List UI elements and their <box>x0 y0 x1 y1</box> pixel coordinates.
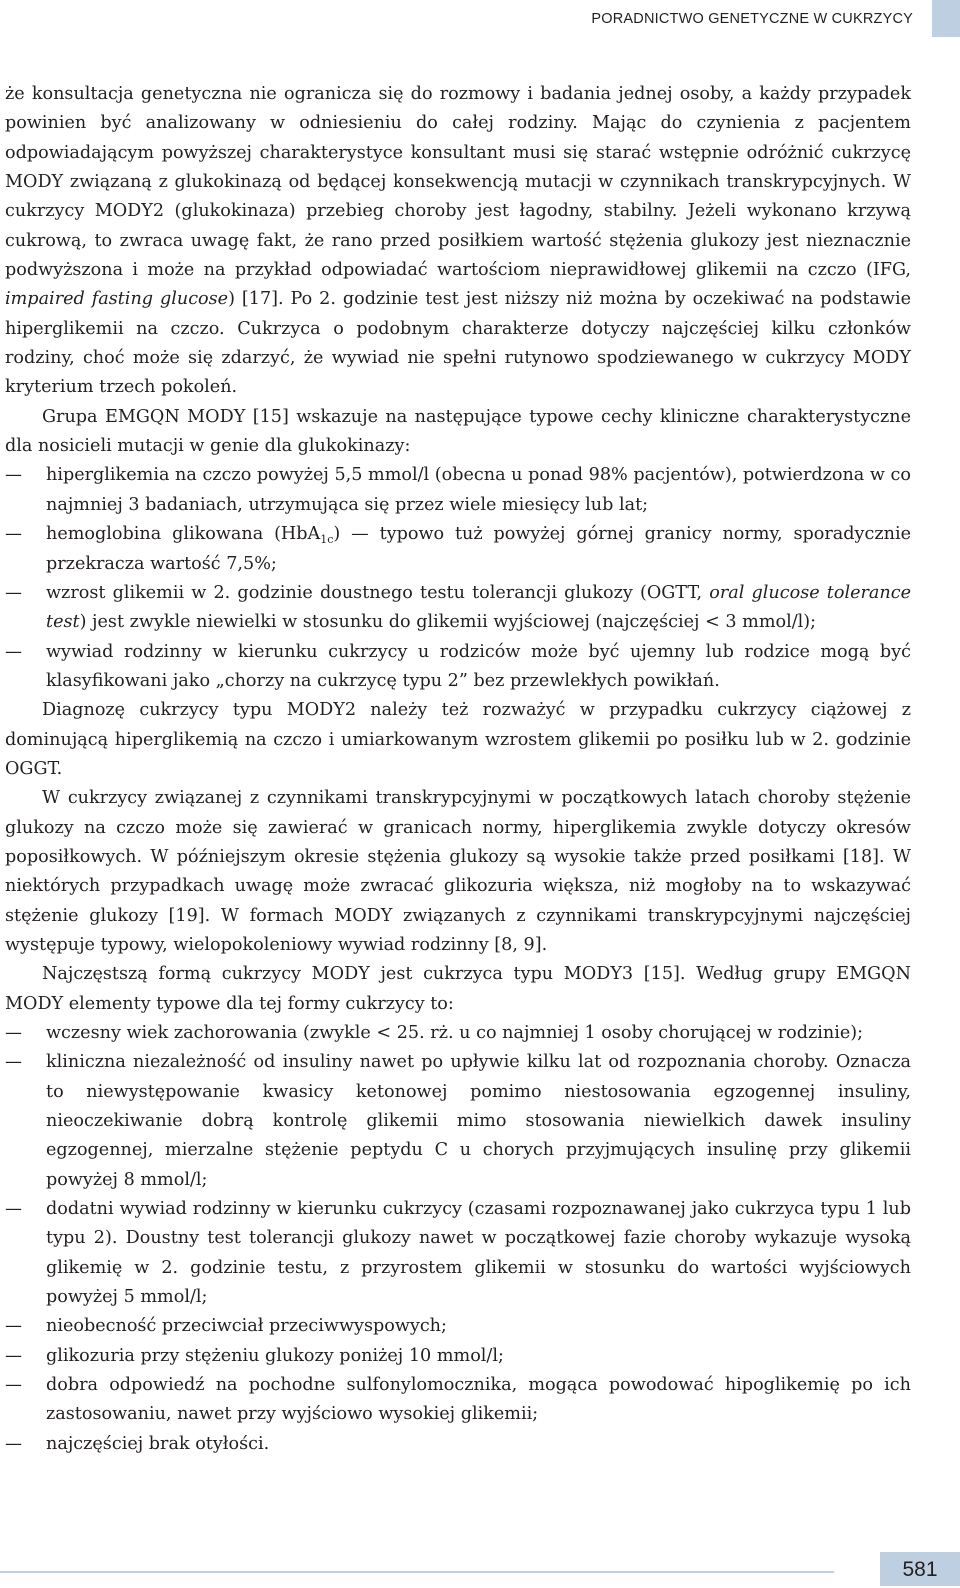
list-item: — dobra odpowiedź na pochodne sulfonylomocznika, mogąca powodować hipoglikemię po ich zastosowaniu, nawet przy wyjściowo wysokiej glikemii; <box>5 1371 911 1430</box>
dash-bullet: — <box>5 1375 22 1396</box>
list-item: — kliniczna niezależność od insuliny nawet po upływie kilku lat od rozpoznania choroby. Oznacza to niewystępowanie kwasicy ketonowej pomimo niestosowania egzogennej insuliny, nieoczekiwanie dobrą kontrolę glikemii mimo stosowania niewielkich dawek insuliny egzogennej, mierzalne stężenie peptydu C u chorych przyjmujących insulinę przy glikemii powyżej 8 mmol/l; <box>5 1048 911 1195</box>
dash-bullet: — <box>5 1052 22 1073</box>
running-header: PORADNICTWO GENETYCZNE W CUKRZYCY <box>591 11 913 27</box>
paragraph: Grupa EMGQN MODY [15] wskazuje na następujące typowe cechy kliniczne charakterystyczne dla nosicieli mutacji w genie dla glukokinazy: <box>5 406 911 457</box>
dash-bullet: — <box>5 641 22 662</box>
paragraph: Diagnozę cukrzycy typu MODY2 należy też rozważyć w przypadku cukrzycy ciążowej z dominującą hiperglikemią na czczo i umiarkowanym wzrostem glikemii po posiłku lub w 2. godzinie OGGT. <box>5 700 911 779</box>
dash-bullet: — <box>5 1316 22 1337</box>
dash-bullet: — <box>5 1023 22 1043</box>
list-item: — wzrost glikemii w 2. godzinie doustnego testu tolerancji glukozy (OGTT, oral glucose tolerance test) jest zwykle niewielki w stosunku do glikemii wyjściowej (najczęściej < 3 mmol/l); <box>5 579 911 638</box>
footer-rule <box>0 1571 834 1573</box>
paragraph: Najczęstszą formą cukrzycy MODY jest cukrzyca typu MODY3 [15]. Według grupy EMGQN MODY elementy typowe dla tej formy cukrzycy to: <box>5 964 911 1014</box>
list-item: — najczęściej brak otyłości. <box>5 1430 911 1459</box>
paragraph: W cukrzycy związanej z czynnikami transkrypcyjnymi w początkowych latach choroby stężenie glukozy na czczo może się zawierać w granicach normy, hiperglikemia zwykle dotyczy okresów poposiłkowych. W późniejszym okresie stężenia glukozy są wysokie także przed posiłkami [18]. W niektórych przypadkach uwagę może zwracać glikozuria większa, niż mogłoby na to wskazywać stężenie glukozy [19]. W formach MODY związanych z czynnikami transkrypcyjnymi najczęściej występuje typowy, wielopokoleniowy wywiad rodzinny [8, 9]. <box>5 788 911 955</box>
list-item: — hiperglikemia na czczo powyżej 5,5 mmol/l (obecna u ponad 98% pacjentów), potwierdzona w co najmniej 3 badaniach, utrzymująca się przez wiele miesięcy lub lat; <box>5 461 911 520</box>
dash-bullet: — <box>5 582 22 603</box>
article-body <box>5 80 911 1459</box>
list-item: — dodatni wywiad rodzinny w kierunku cukrzycy (czasami rozpoznawanej jako cukrzyca typu 1 lub typu 2). Doustny test tolerancji glukozy nawet w początkowej fazie choroby wykazuje wysoką glikemię w 2. godzinie testu, z przyrostem glikemii w stosunku do wartości wyjściowych powyżej 5 mmol/l; <box>5 1195 911 1312</box>
dash-bullet: — <box>5 1433 22 1454</box>
page-number: 581 <box>880 1552 960 1586</box>
list-item: — hemoglobina glikowana (HbA$_{1c}$) — typowo tuż powyżej górnej granicy normy, sporadycznie przekracza wartość 7,5%; <box>5 520 911 579</box>
header-accent-tab <box>932 0 960 37</box>
list-glucokinase-features <box>5 461 911 696</box>
dash-bullet: — <box>5 1345 22 1366</box>
paragraph: że konsultacja genetyczna nie ogranicza się do rozmowy i badania jednej osoby, a każdy przypadek powinien być analizowany w odniesieniu do całej rodziny. Mając do czynienia z pacjentem odpowiadającym powyższej charakterystyce konsultant musi się starać wstępnie odróżnić cukrzycę MODY związaną z glukokinazą od będącej konsekwencją mutacji w czynnikach transkrypcyjnych. W cukrzycy MODY2 (glukokinaza) przebieg choroby jest łagodny, stabilny. Jeżeli wykonano krzywą cukrową, to zwraca uwagę fakt, że rano przed posiłkiem wartość stężenia glukozy jest nieznacznie podwyższona i może na przykład odpowiadać wartościom nieprawidłowej glikemii na czczo (IFG, impaired fasting glucose) [17]. Po 2. godzinie test jest niższy niż można by oczekiwać na podstawie hiperglikemii na czczo. Cukrzyca o podobnym charakterze dotyczy najczęściej kilku członków rodziny, choć może się zdarzyć, że wywiad nie spełni rutynowo spodziewanego w cukrzycy MODY kryterium trzech pokoleń. <box>5 84 911 398</box>
list-mody3-features <box>5 1019 911 1459</box>
list-item: — glikozuria przy stężeniu glukozy poniżej 10 mmol/l; <box>5 1342 911 1371</box>
dash-bullet: — <box>5 465 22 486</box>
list-item: — nieobecność przeciwciał przeciwwyspowych; <box>5 1312 911 1341</box>
dash-bullet: — <box>5 1199 22 1220</box>
dash-bullet: — <box>5 524 22 545</box>
list-item: — wczesny wiek zachorowania (zwykle < 25. rż. u co najmniej 1 osoby chorującej w rodzinie); <box>5 1019 911 1048</box>
list-item: — wywiad rodzinny w kierunku cukrzycy u rodziców może być ujemny lub rodzice mogą być klasyfikowani jako „chorzy na cukrzycę typu 2” bez przewlekłych powikłań. <box>5 638 911 697</box>
